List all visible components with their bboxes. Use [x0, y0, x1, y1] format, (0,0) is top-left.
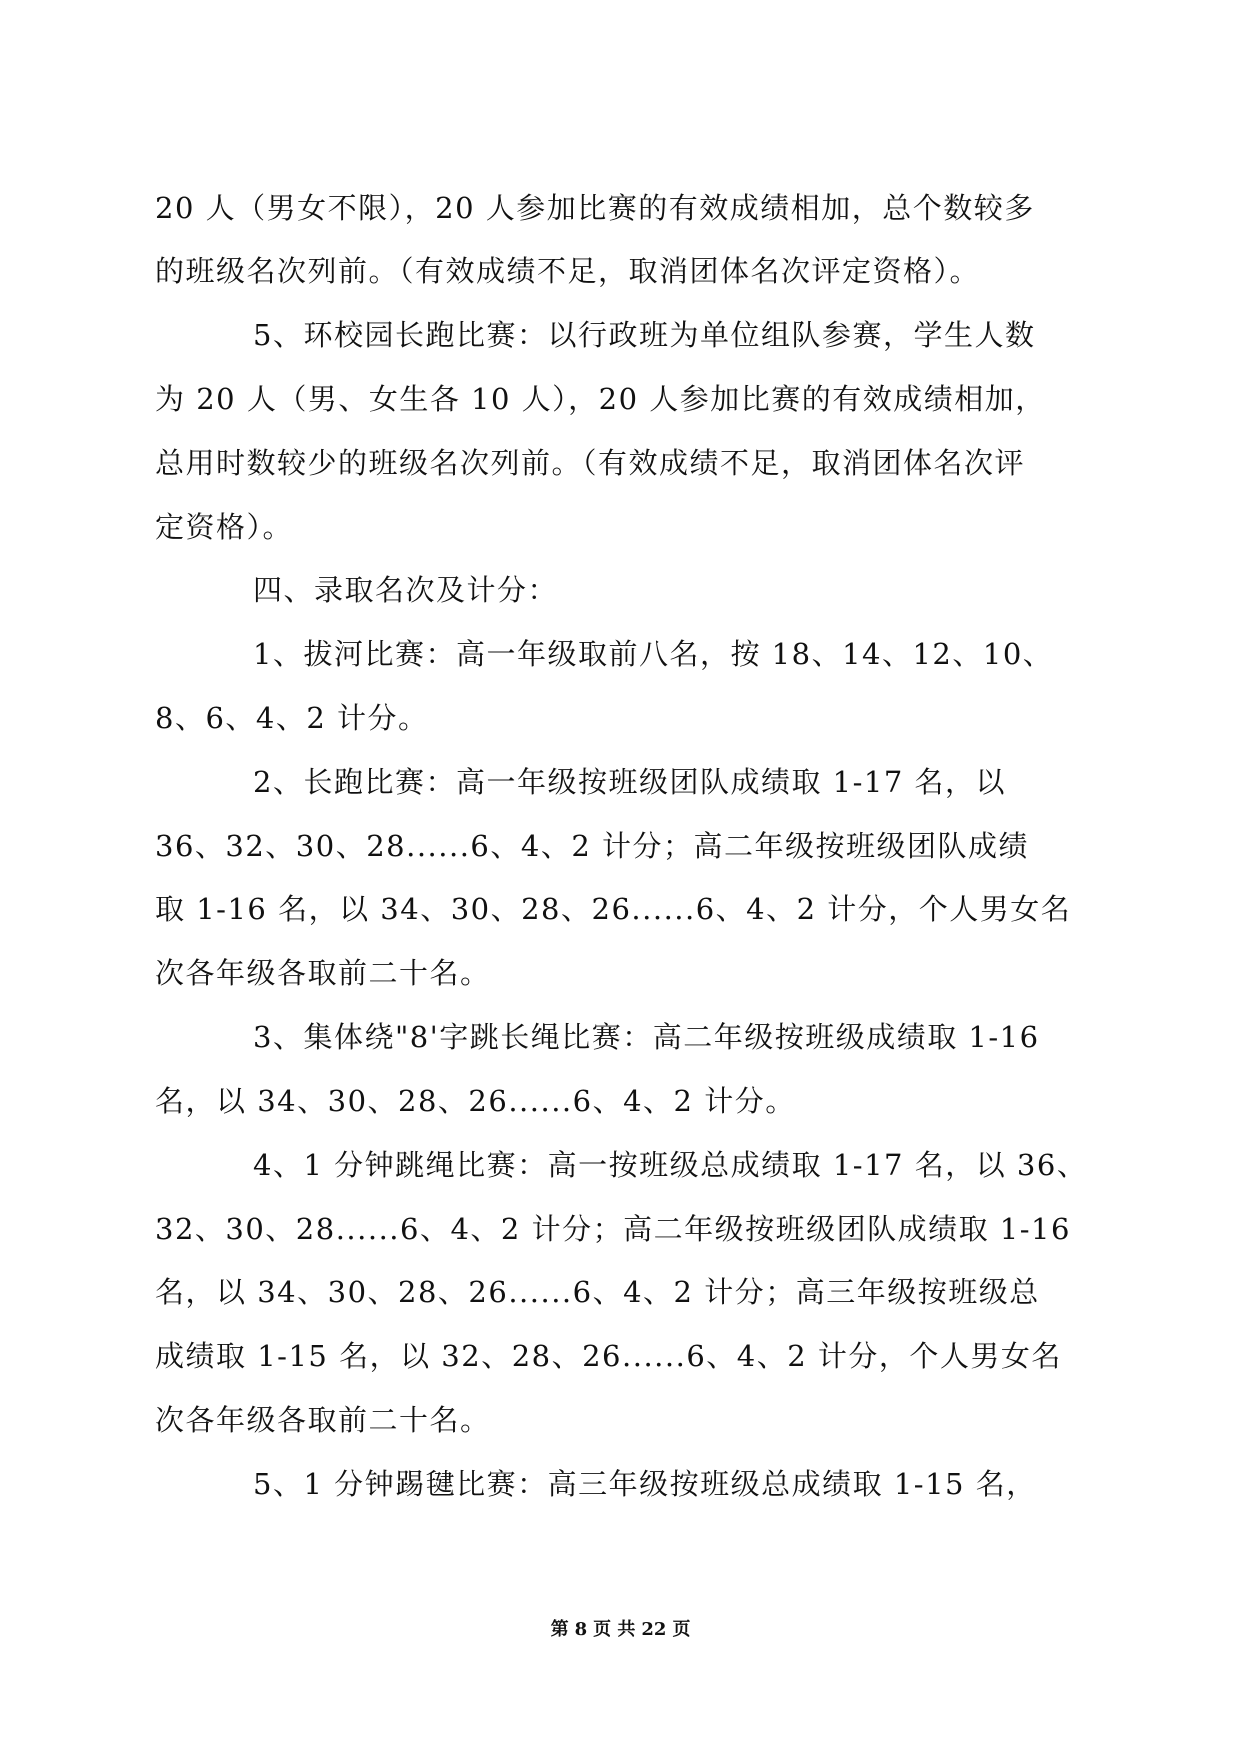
- text-line: 成绩取 1-15 名，以 32、28、26......6、4、2 计分，个人男女名: [155, 1339, 1062, 1373]
- section-heading: 四、录取名次及计分：: [253, 573, 559, 607]
- text-line: 3、集体绕"8'字跳长绳比赛：高二年级按班级成绩取 1-16: [253, 1020, 1040, 1054]
- footer-suffix: 页: [672, 1619, 691, 1640]
- text-line: 名，以 34、30、28、26......6、4、2 计分。: [155, 1084, 796, 1118]
- text-line: 5、环校园长跑比赛：以行政班为单位组队参赛，学生人数: [253, 318, 1036, 352]
- text-line: 次各年级各取前二十名。: [155, 1403, 491, 1437]
- text-line: 取 1-16 名，以 34、30、28、26......6、4、2 计分，个人男女名: [155, 892, 1072, 926]
- text-line: 次各年级各取前二十名。: [155, 956, 491, 990]
- text-line: 名，以 34、30、28、26......6、4、2 计分；高三年级按班级总: [155, 1275, 1040, 1309]
- text-line: 1、拔河比赛：高一年级取前八名，按 18、14、12、10、: [253, 637, 1054, 671]
- footer-middle: 页 共: [593, 1619, 636, 1640]
- page-number-footer: [0, 1618, 1241, 1642]
- text-line: 总用时数较少的班级名次列前。（有效成绩不足，取消团体名次评: [155, 446, 1026, 480]
- text-line: 的班级名次列前。（有效成绩不足，取消团体名次评定资格）。: [155, 254, 981, 288]
- text-line: 8、6、4、2 计分。: [155, 701, 429, 735]
- total-page-count: 22: [641, 1619, 667, 1640]
- text-line: 为 20 人（男、女生各 10 人），20 人参加比赛的有效成绩相加，: [155, 382, 1046, 416]
- text-line: 32、30、28......6、4、2 计分；高二年级按班级团队成绩取 1-16: [155, 1212, 1071, 1246]
- text-line: 4、1 分钟跳绳比赛：高一按班级总成绩取 1-17 名，以 36、: [253, 1148, 1088, 1182]
- text-line: 20 人（男女不限），20 人参加比赛的有效成绩相加，总个数较多: [155, 191, 1035, 225]
- text-line: 2、长跑比赛：高一年级按班级团队成绩取 1-17 名，以: [253, 765, 1007, 799]
- footer-prefix: 第: [550, 1619, 569, 1640]
- text-line: 5、1 分钟踢毽比赛：高三年级按班级总成绩取 1-15 名，: [253, 1467, 1037, 1501]
- text-line: 定资格）。: [155, 510, 294, 544]
- text-line: 36、32、30、28......6、4、2 计分；高二年级按班级团队成绩: [155, 829, 1029, 863]
- current-page-number: 8: [574, 1619, 588, 1640]
